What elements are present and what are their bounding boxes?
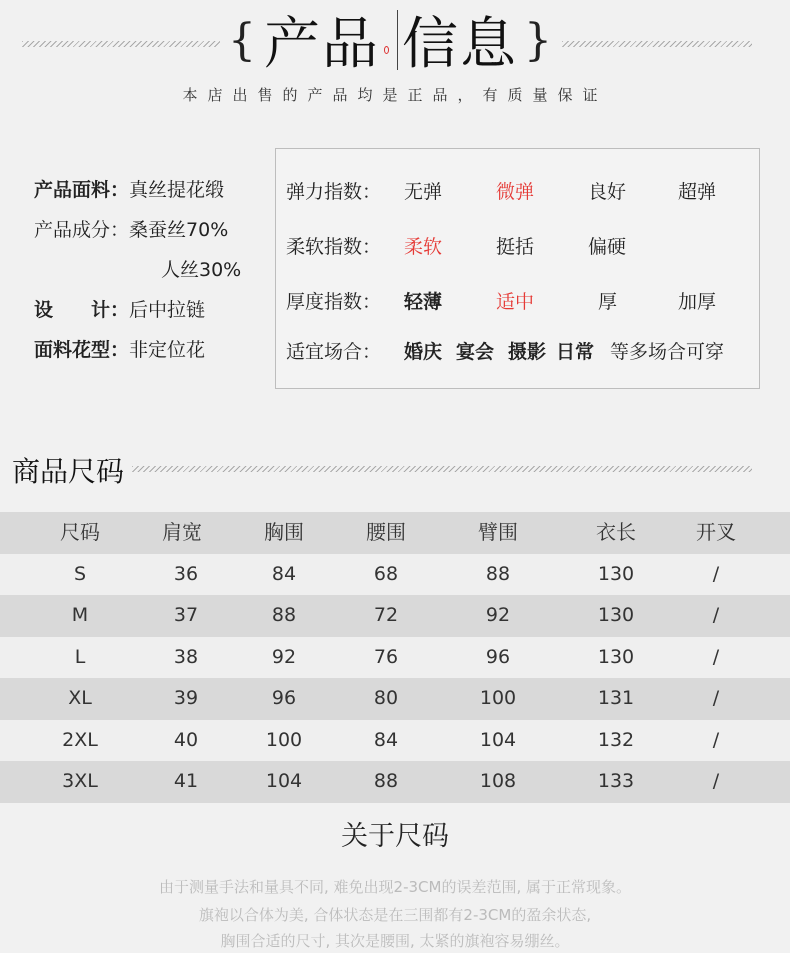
spec-pattern-key: 面料花型：: [34, 338, 130, 361]
about-note-3: 胸围合适的尺寸, 其次是腰围, 太紧的旗袍容易绷丝。: [220, 932, 570, 950]
decorative-dash-left: [22, 41, 220, 47]
table-cell: 84: [373, 728, 399, 751]
table-cell: 80: [373, 687, 399, 709]
table-cell: 100: [265, 728, 303, 751]
table-cell: 38: [173, 645, 199, 668]
table-cell: L: [74, 645, 86, 668]
occasion-option: 等多场合可穿: [610, 341, 725, 363]
table-cell: 132: [597, 728, 635, 751]
softness-index-key: 柔软指数：: [286, 236, 382, 258]
table-cell: 108: [479, 770, 517, 792]
table-header-cell: 衣长: [596, 520, 636, 544]
table-cell: /: [712, 562, 720, 585]
table-cell: 92: [485, 604, 511, 626]
table-header-cell: 尺码: [60, 520, 100, 544]
table-cell: 96: [271, 687, 297, 709]
table-cell: 40: [173, 728, 199, 751]
table-cell: M: [71, 604, 89, 626]
spec-design: [34, 288, 264, 328]
table-cell: 68: [373, 562, 399, 585]
table-cell: 104: [479, 728, 517, 751]
table-cell: 130: [597, 562, 635, 585]
thickness-option: 厚: [598, 291, 618, 313]
table-cell: S: [73, 562, 87, 585]
thickness-option: 加厚: [678, 291, 717, 313]
table-cell: 37: [173, 604, 199, 626]
table-cell: 104: [265, 770, 303, 792]
slogan: 本店出售的产品均是正品，有质量保证: [182, 86, 608, 104]
table-row: [0, 637, 790, 679]
table-cell: 84: [271, 562, 297, 585]
table-row: [0, 595, 790, 637]
brace-right: }: [524, 14, 554, 66]
table-cell: 96: [485, 645, 511, 668]
table-cell: 130: [597, 645, 635, 668]
occasion-option: 宴会: [456, 341, 495, 363]
table-cell: 2XL: [62, 728, 98, 751]
table-header-cell: 胸围: [264, 520, 304, 544]
product-specs: [34, 168, 264, 368]
table-row: [0, 678, 790, 720]
spec-composition: [34, 208, 264, 248]
table-header-cell: 腰围: [366, 520, 406, 544]
spec-design-key: 设 计：: [34, 298, 130, 321]
decorative-dash-size: [132, 466, 752, 472]
thickness-option-selected: 适中: [496, 291, 535, 313]
elastic-option: 无弹: [404, 181, 443, 203]
table-cell: 88: [485, 562, 511, 585]
table-row: [0, 554, 790, 596]
spec-pattern: [34, 328, 264, 368]
elastic-option-selected: 微弹: [496, 181, 535, 203]
table-cell: 41: [173, 770, 199, 792]
table-cell: 131: [597, 687, 635, 709]
occasion-option: 摄影: [508, 341, 547, 363]
table-cell: 88: [271, 604, 297, 626]
elastic-index-key: 弹力指数：: [286, 181, 382, 203]
table-cell: 36: [173, 562, 199, 585]
table-header-row: [0, 512, 790, 554]
table-cell: /: [712, 645, 720, 668]
table-cell: 76: [373, 645, 399, 668]
thickness-option: 轻薄: [404, 291, 443, 313]
thickness-index-key: 厚度指数：: [286, 291, 382, 313]
decorative-bar: [397, 10, 398, 70]
decorative-dot-icon: [384, 46, 389, 54]
elastic-option: 超弹: [678, 181, 717, 203]
spec-composition-cont: [34, 248, 264, 288]
table-header-cell: 肩宽: [162, 520, 202, 544]
table-header-cell: 臂围: [478, 520, 518, 544]
table-row: [0, 761, 790, 803]
title-part-b: 信息: [402, 12, 518, 77]
table-cell: 88: [373, 770, 399, 792]
spec-fabric: [34, 168, 264, 208]
spec-fabric-value: 真丝提花缎: [129, 178, 225, 201]
occasion-index-key: 适宜场合：: [286, 341, 382, 363]
title-part-a: 产品: [264, 12, 380, 77]
size-section-title: 商品尺码: [12, 455, 125, 488]
spec-composition-value-2: 人丝30%: [161, 258, 242, 281]
elastic-option: 良好: [588, 181, 627, 203]
spec-fabric-key: 产品面料：: [34, 178, 130, 201]
about-note-2: 旗袍以合体为美, 合体状态是在三围都有2-3CM的盈余状态,: [198, 906, 592, 924]
header: [0, 0, 790, 120]
spec-design-value: 后中拉链: [129, 298, 206, 321]
softness-option: 偏硬: [588, 236, 627, 258]
size-table: [0, 512, 790, 803]
table-cell: /: [712, 770, 720, 792]
table-cell: 39: [173, 687, 199, 709]
table-cell: 130: [597, 604, 635, 626]
table-cell: 100: [479, 687, 517, 709]
table-cell: 133: [597, 770, 635, 792]
table-header-cell: 开叉: [696, 520, 736, 544]
decorative-dash-right: [562, 41, 752, 47]
table-cell: /: [712, 728, 720, 751]
spec-pattern-value: 非定位花: [129, 338, 206, 361]
index-box: [275, 148, 760, 389]
table-cell: XL: [68, 687, 92, 709]
table-cell: /: [712, 604, 720, 626]
about-size-title: 关于尺码: [341, 821, 449, 852]
occasion-option: 婚庆: [404, 341, 443, 363]
table-cell: 72: [373, 604, 399, 626]
about-note-1: 由于测量手法和量具不同, 难免出现2-3CM的误差范围, 属于正常现象。: [159, 878, 631, 896]
spec-composition-value-1: 桑蚕丝70%: [129, 218, 229, 241]
table-cell: 92: [271, 645, 297, 668]
table-cell: 3XL: [62, 770, 98, 792]
brace-left: {: [228, 14, 258, 66]
softness-option: 挺括: [496, 236, 535, 258]
spec-composition-key: 产品成分：: [34, 218, 130, 241]
table-cell: /: [712, 687, 720, 709]
page-title: [222, 0, 560, 80]
occasion-option: 日常: [556, 341, 595, 363]
softness-option-selected: 柔软: [404, 236, 443, 258]
table-row: [0, 720, 790, 762]
